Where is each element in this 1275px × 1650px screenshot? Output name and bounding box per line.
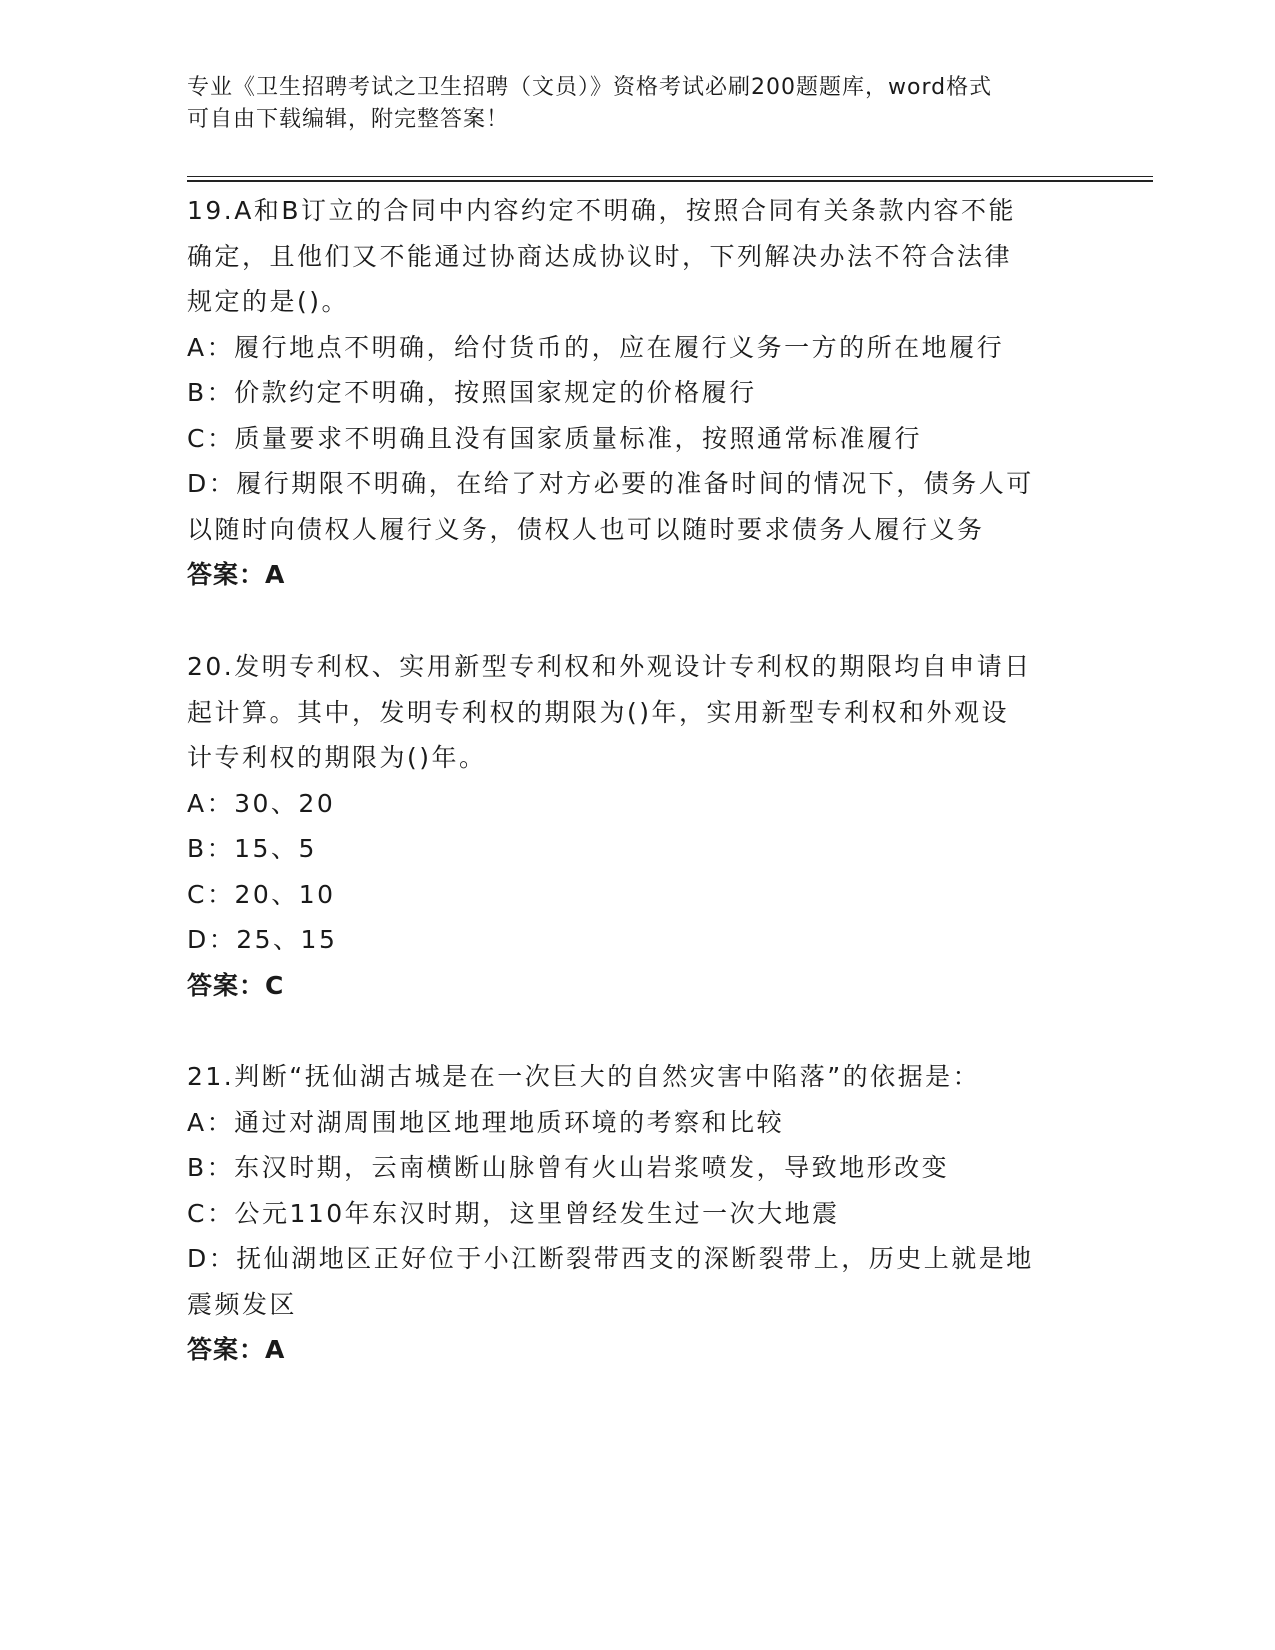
header-divider	[187, 176, 1153, 177]
option-b: B：东汉时期，云南横断山脉曾有火山岩浆喷发，导致地形改变	[187, 1153, 950, 1182]
question-text: 起计算。其中，发明专利权的期限为()年，实用新型专利权和外观设	[187, 697, 1010, 727]
question-text: 确定，且他们又不能通过协商达成协议时，下列解决办法不符合法律	[187, 241, 1013, 271]
header-line: 可自由下载编辑，附完整答案！	[187, 107, 510, 132]
question-text: 规定的是()。	[187, 287, 350, 316]
option-d-continued: 震频发区	[187, 1289, 298, 1319]
answer: 答案：C	[187, 970, 285, 1000]
answer: 答案：A	[187, 1335, 286, 1364]
option-d-continued: 以随时向债权人履行义务，债权人也可以随时要求债务人履行义务	[187, 514, 985, 544]
question-19	[187, 188, 1087, 598]
question-21	[187, 1054, 1087, 1373]
option-c: C：20、10	[187, 879, 336, 909]
question-text: 19.A和B订立的合同中内容约定不明确，按照合同有关条款内容不能	[187, 196, 1017, 225]
option-d: D：25、15	[187, 925, 338, 954]
option-c: C：质量要求不明确且没有国家质量标准，按照通常标准履行	[187, 423, 922, 453]
option-a: A：履行地点不明确，给付货币的，应在履行义务一方的所在地履行	[187, 332, 1005, 362]
option-a: A：30、20	[187, 788, 336, 818]
question-text: 21.判断“抚仙湖古城是在一次巨大的自然灾害中陷落”的依据是：	[187, 1062, 981, 1091]
question-text: 20.发明专利权、实用新型专利权和外观设计专利权的期限均自申请日	[187, 652, 1032, 681]
document-header	[187, 72, 1087, 136]
option-d: D：抚仙湖地区正好位于小江断裂带西支的深断裂带上，历史上就是地	[187, 1244, 1034, 1273]
option-b: B：价款约定不明确，按照国家规定的价格履行	[187, 378, 757, 407]
option-d: D：履行期限不明确，在给了对方必要的准备时间的情况下，债务人可	[187, 469, 1034, 498]
question-text: 计专利权的期限为()年。	[187, 743, 487, 772]
option-a: A：通过对湖周围地区地理地质环境的考察和比较	[187, 1107, 785, 1137]
answer: 答案：A	[187, 560, 286, 589]
option-c: C：公元110年东汉时期，这里曾经发生过一次大地震	[187, 1198, 840, 1228]
header-line: 专业《卫生招聘考试之卫生招聘（文员）》资格考试必刷200题题库，word格式	[187, 75, 993, 100]
question-20	[187, 644, 1087, 1008]
option-b: B：15、5	[187, 834, 317, 863]
header-divider	[187, 180, 1153, 182]
